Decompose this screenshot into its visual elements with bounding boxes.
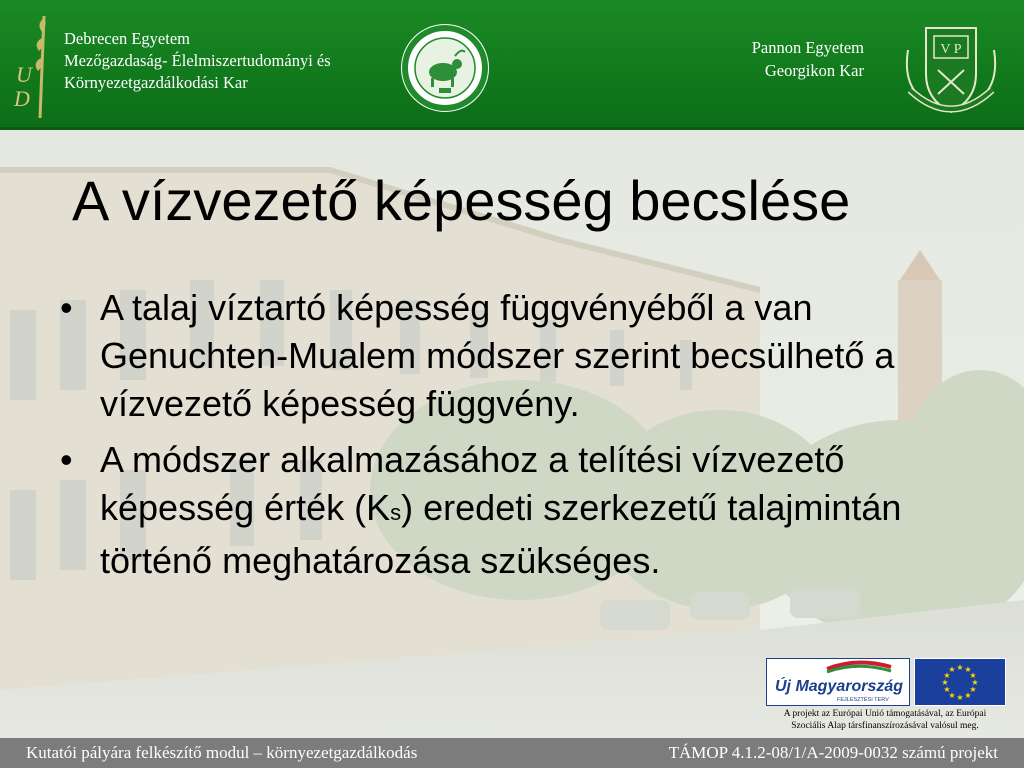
university-debrecen-logo <box>10 14 54 122</box>
svg-text:★: ★ <box>948 691 956 700</box>
left-institution-line2: Mezőgazdaság- Élelmiszertudományi és <box>64 51 331 70</box>
eu-flag-icon <box>914 658 1006 706</box>
right-institution-name <box>752 36 864 82</box>
svg-text:U: U <box>16 62 32 87</box>
footer-project-code: TÁMOP 4.1.2-08/1/A-2009-0032 számú projekt <box>668 743 998 762</box>
svg-text:★: ★ <box>943 671 951 680</box>
svg-text:★: ★ <box>964 691 972 700</box>
eu-stars-icon <box>915 659 1005 705</box>
left-institution-line1: Debrecen Egyetem <box>64 29 190 48</box>
footer-bar <box>0 738 1024 768</box>
svg-text:★: ★ <box>964 665 972 674</box>
left-institution-name <box>64 28 331 94</box>
svg-text:★: ★ <box>969 685 977 694</box>
svg-text:★: ★ <box>956 693 964 702</box>
bullet-dot-icon: • <box>60 287 73 328</box>
svg-text:★: ★ <box>969 671 977 680</box>
um-logo-small-text: FEJLESZTÉSI TERV <box>837 697 889 703</box>
bullet-item <box>60 436 940 585</box>
right-institution-line1: Pannon Egyetem <box>751 38 864 57</box>
bullet-text-part2: ) eredeti szerkezetű talajmintán történő meghatározása szükséges. <box>100 487 902 581</box>
funding-note <box>760 708 1010 732</box>
svg-text:★: ★ <box>948 665 956 674</box>
funding-note-line1: A projekt az Európai Unió támogatásával, az Európai <box>783 709 987 719</box>
bullet-list <box>60 284 940 593</box>
header-band <box>0 0 1024 130</box>
svg-text:★: ★ <box>956 663 964 672</box>
svg-text:V P: V P <box>940 42 962 57</box>
subscript-s: s <box>390 500 402 525</box>
um-logo-text: Új Magyarország <box>775 678 904 695</box>
bullet-text: A talaj víztartó képesség függvényéből a van Genuchten-Mualem módszer szerint becsülhető a vízvezető képesség függvény. <box>100 287 895 424</box>
svg-text:★: ★ <box>941 678 949 687</box>
funding-note-line2: Szociális Alap társfinanszírozásával valósul meg. <box>791 721 979 731</box>
right-institution-line2: Georgikon Kar <box>764 61 864 80</box>
svg-text:★: ★ <box>971 678 979 687</box>
funding-logos <box>760 656 1010 736</box>
pannon-university-crest <box>904 20 998 118</box>
left-institution-line3: Környezetgazdálkodási Kar <box>64 73 248 92</box>
faculty-seal-logo <box>399 22 491 114</box>
uj-magyarorszag-logo <box>766 658 910 706</box>
svg-text:D: D <box>14 86 30 111</box>
slide-title: A vízvezető képesség becslése <box>72 169 851 232</box>
bullet-text-part1: A módszer alkalmazásához a telítési vízvezető képesség érték (K <box>100 439 845 528</box>
bullet-dot-icon: • <box>60 439 73 480</box>
footer-module-name: Kutatói pályára felkészítő modul – környezetgazdálkodás <box>26 743 418 762</box>
uj-magyarorszag-emblem <box>767 659 909 705</box>
svg-text:★: ★ <box>943 685 951 694</box>
bullet-item <box>60 284 940 428</box>
